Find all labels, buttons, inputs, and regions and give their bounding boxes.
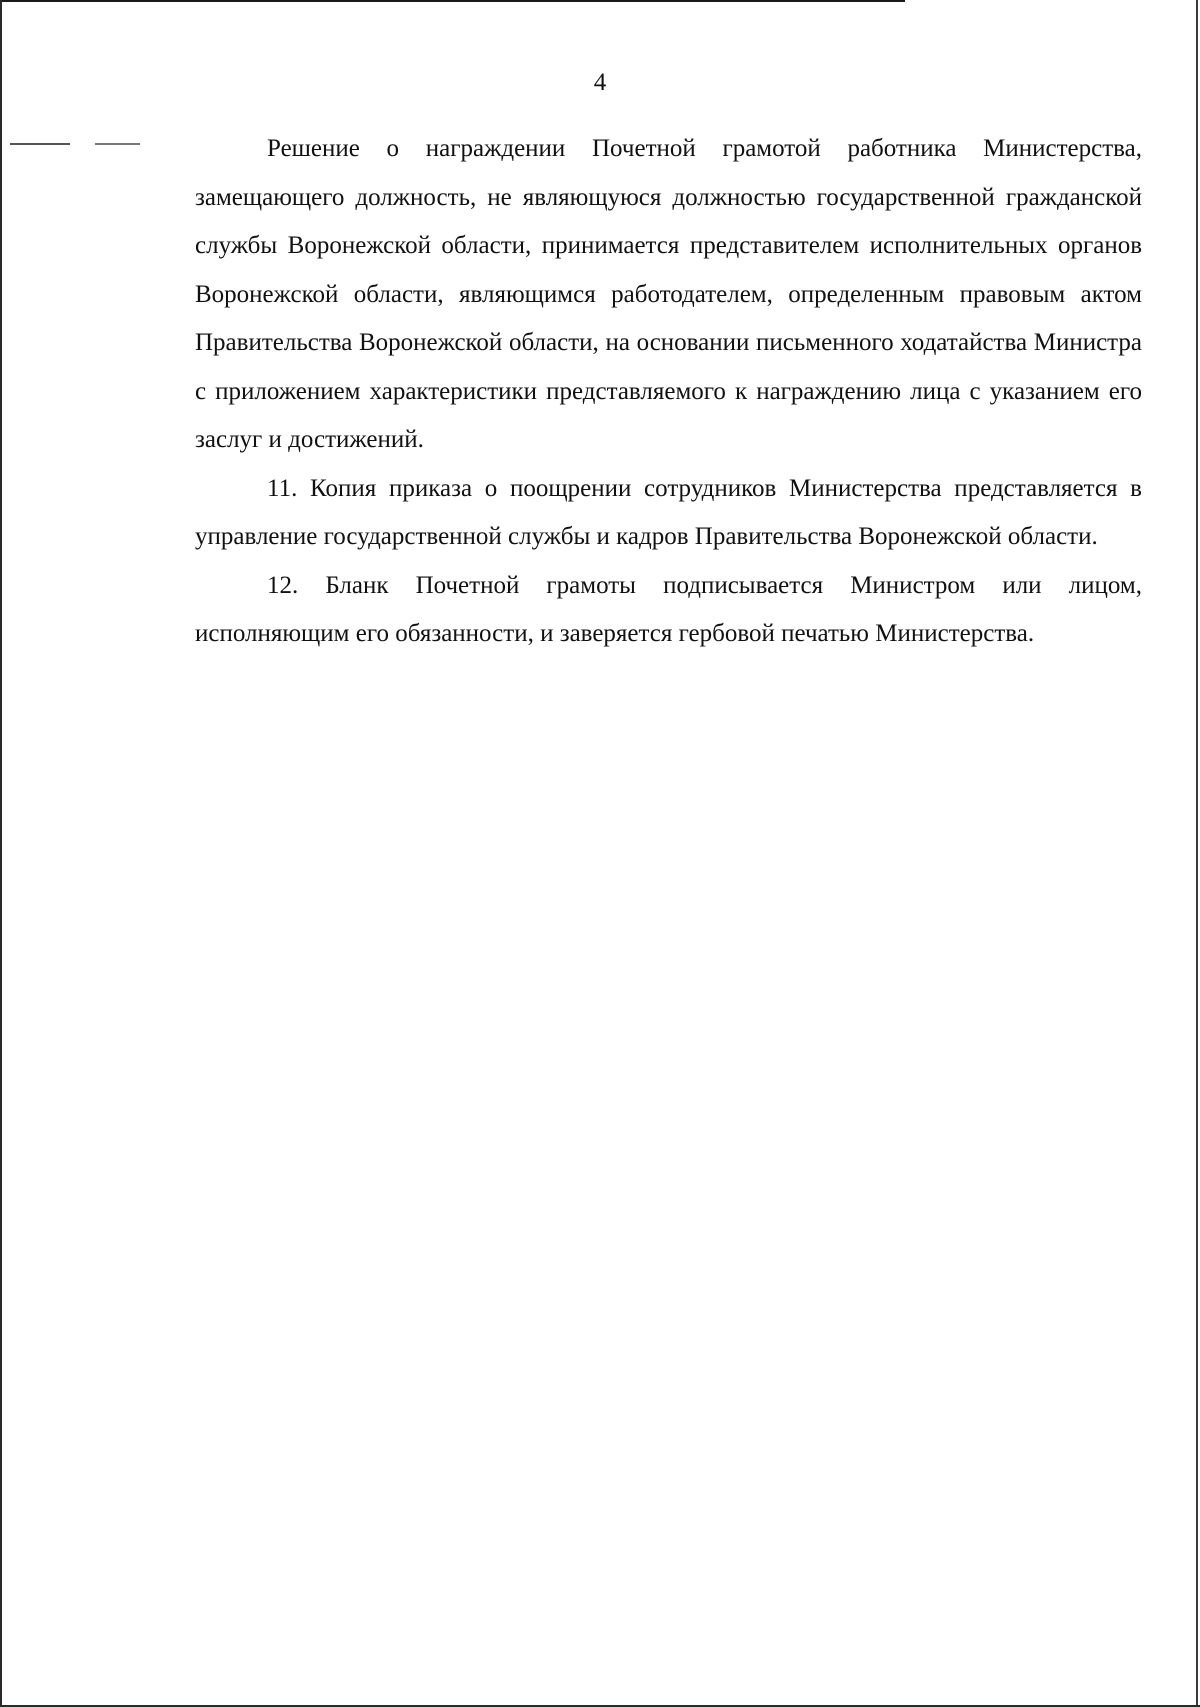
scan-edge-right [1196, 0, 1198, 1707]
scan-edge-top [0, 0, 905, 2]
paragraph-11: 11. Копия приказа о поощрении сотрудников Министерства представляется в управление государственной службы и кадров Правительства Воронежской области. [195, 474, 1142, 550]
scan-edge-left [0, 0, 2, 1707]
scan-artifact-dashes [10, 143, 150, 145]
page-number: 4 [593, 69, 607, 96]
paragraph-12: 12. Бланк Почетной грамоты подписывается Министром или лицом, исполняющим его обязанности, и заверяется гербовой печатью Министерства. [195, 571, 1142, 647]
document-body [195, 125, 1142, 659]
paragraph-award-decision: Решение о награждении Почетной грамотой работника Министерства, замещающего должность, не являющуюся должностью государственной гражданской службы Воронежской области, принимается представителем исполнительных органов Воронежской области, являющимся работодателем, определенным правовым актом Правительства Воронежской области, на основании письменного ходатайства Министра с приложением характеристики представляемого к награждению лица с указанием его заслуг и достижений. [195, 135, 1142, 453]
